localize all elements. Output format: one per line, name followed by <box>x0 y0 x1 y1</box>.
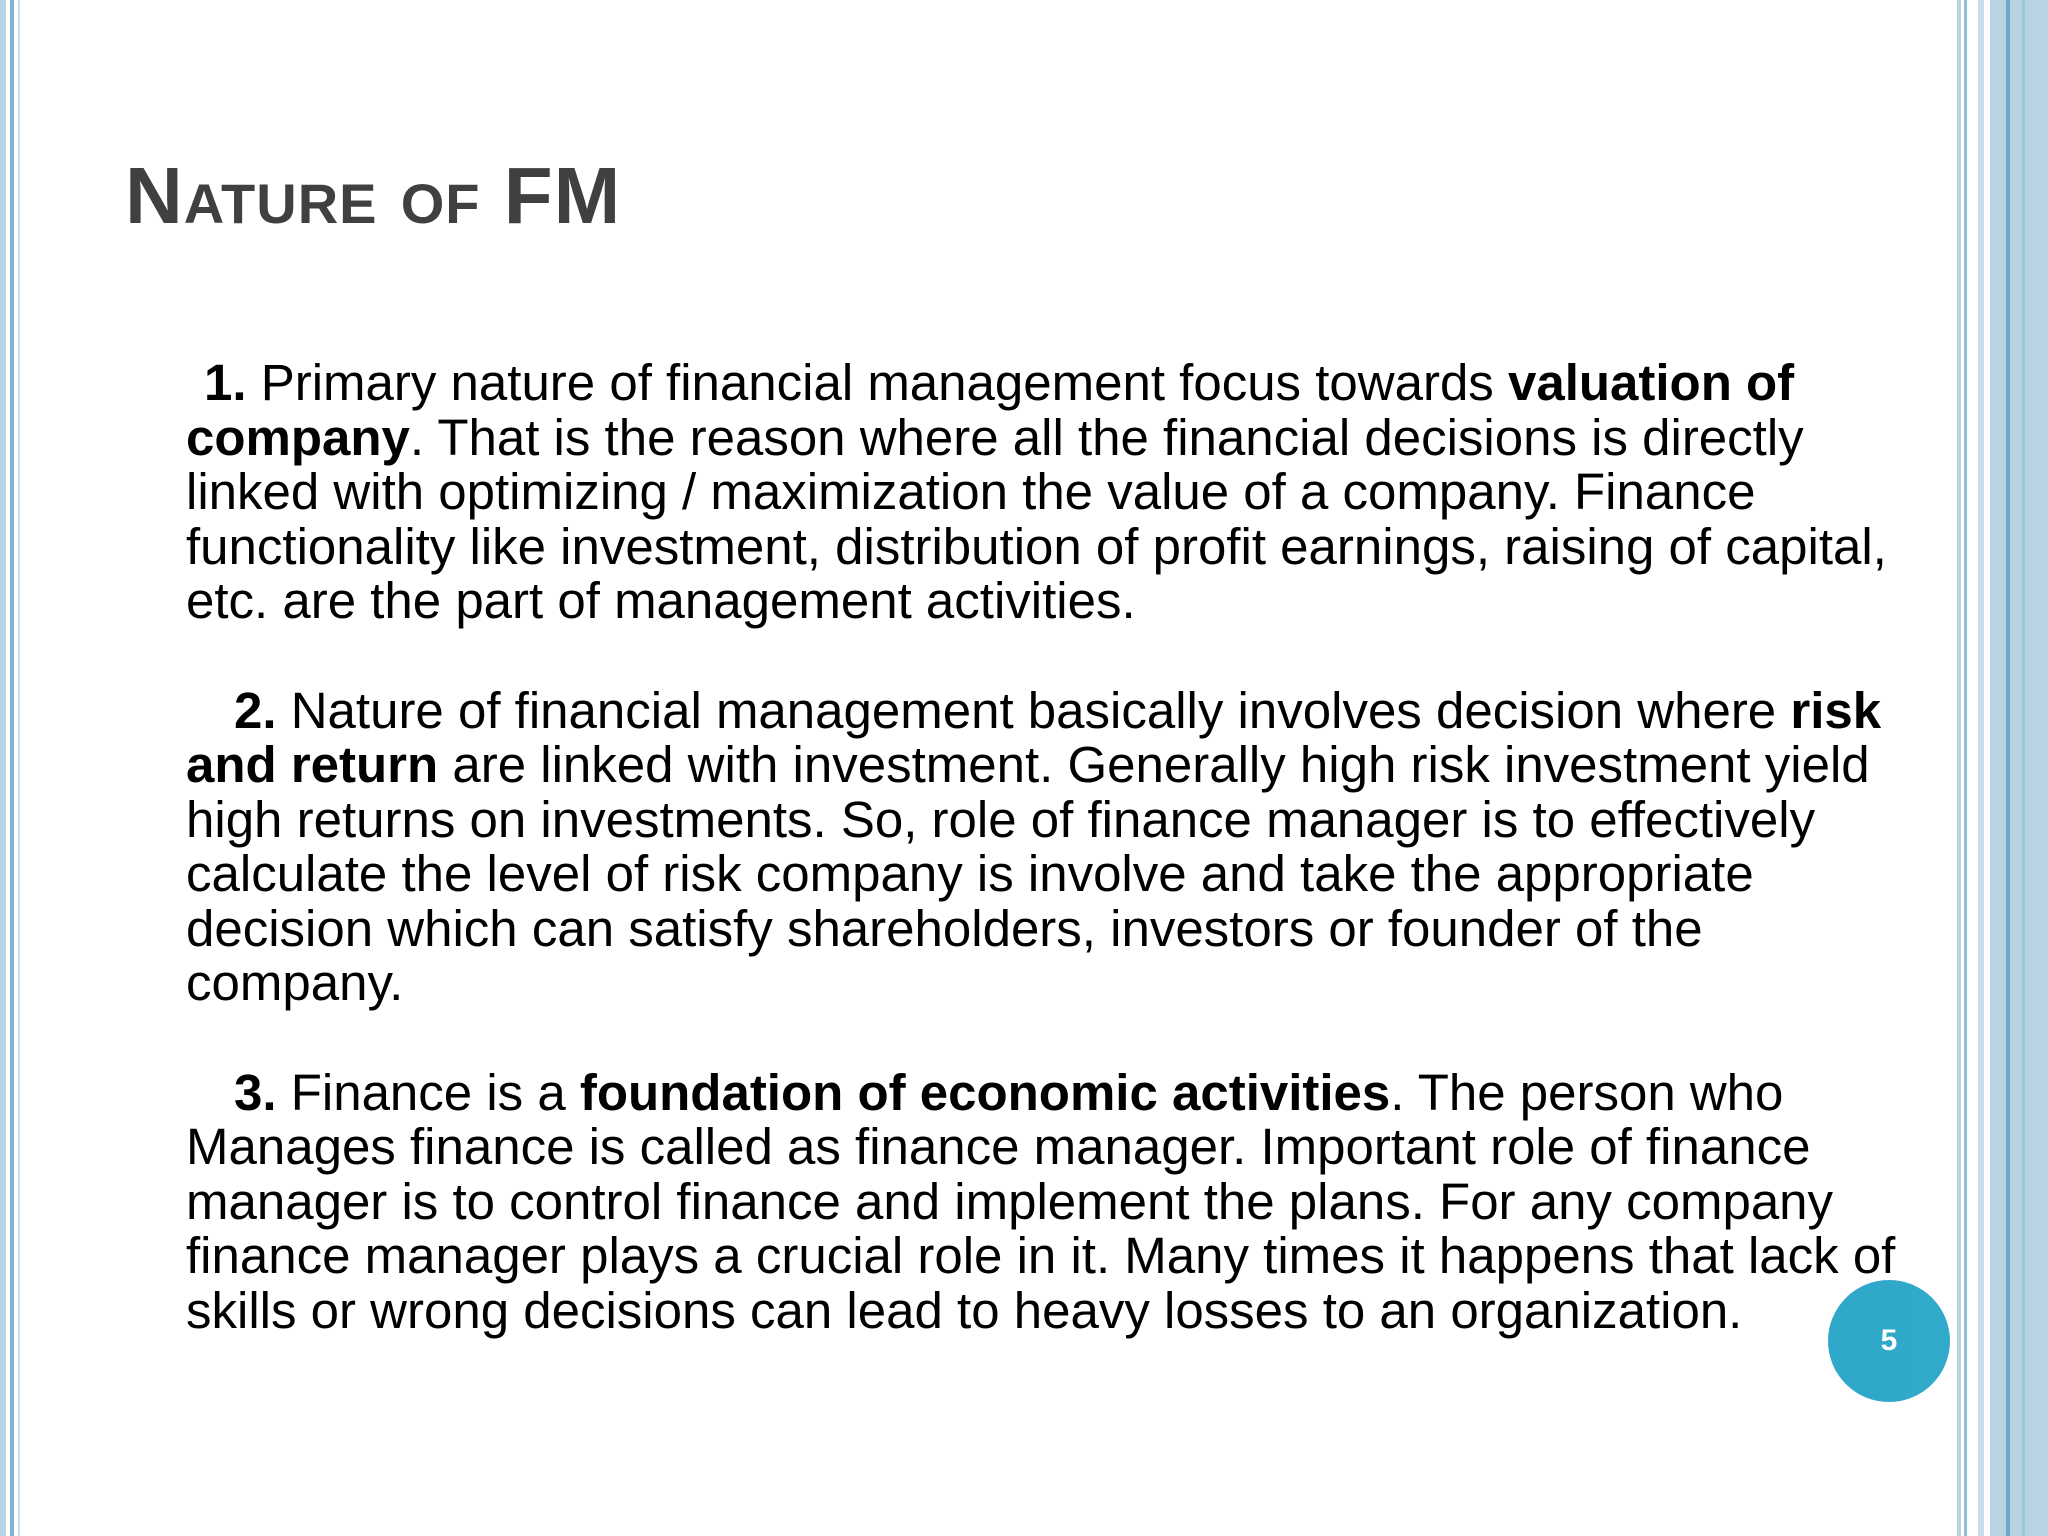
page-number-badge: 5 <box>1828 1280 1950 1402</box>
slide-body <box>186 356 1926 1393</box>
paragraph-2 <box>186 681 1926 1011</box>
left-border-stripe <box>18 0 20 1536</box>
right-border-stripe <box>1978 0 1984 1536</box>
right-border-stripe <box>1964 0 1967 1536</box>
paragraph-emphasis: valuation of company <box>186 354 1795 466</box>
paragraph-number: 1. <box>204 354 247 411</box>
paragraph-number: 3. <box>234 1063 277 1121</box>
right-border-stripe <box>1957 0 1961 1536</box>
right-border-stripe <box>2006 0 2010 1536</box>
paragraph-text: . That is the reason where all the financial decisions is directly linked with optimizing / maximization the value of a company. Finance functionality like investment, distribution of profit earnings, raising of capital, etc. are the part of management activities. <box>186 408 1887 629</box>
left-border-stripe <box>10 0 14 1536</box>
right-border-panel <box>1990 0 2048 1536</box>
left-border-stripe <box>0 0 6 1536</box>
right-border-stripe <box>2022 0 2025 1536</box>
slide-title: Nature of FM <box>125 151 622 240</box>
paragraph-number: 2. <box>234 681 277 739</box>
paragraph-emphasis: foundation of economic activities <box>579 1063 1391 1121</box>
paragraph-1 <box>186 356 1926 629</box>
paragraph-text: Finance is a <box>276 1063 580 1121</box>
paragraph-text: Primary nature of financial management focus towards <box>246 354 1508 411</box>
paragraph-text: are linked with investment. Generally high risk investment yield high returns on investments. So, role of finance manager is to effectively calculate the level of risk company is involve and take the appropriate decision which can satisfy shareholders, investors or founder of the company. <box>186 736 1870 1011</box>
paragraph-emphasis: risk and return <box>186 681 1882 793</box>
paragraph-3 <box>186 1063 1926 1339</box>
paragraph-text: Nature of financial management basically involves decision where <box>276 681 1791 739</box>
paragraph-text: . The person who Manages finance is called as finance manager. Important role of finance manager is to control finance and implement the plans. For any company finance manager plays a crucial role in it. Many times it happens that lack of skills or wrong decisions can lead to heavy losses to an organization. <box>186 1063 1896 1339</box>
